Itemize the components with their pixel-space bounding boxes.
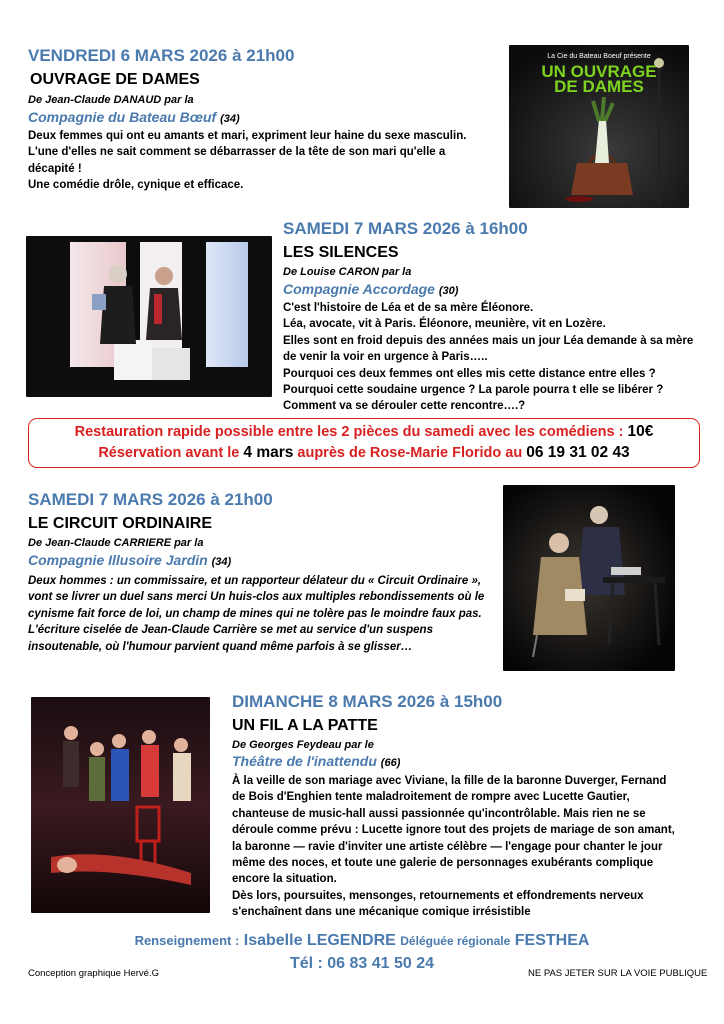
event2-desc-line: Comment va se dérouler cette rencontre….? [283,400,526,413]
event2-desc-line: Elles sont en froid depuis des années mais un jour Léa demande à sa mère [283,334,694,347]
event2-desc-line: Pourquoi ces deux femmes ont elles mis cette distance entre elles ? [283,367,656,380]
event2-date: SAMEDI 7 MARS 2026 à 16h00 [283,219,528,238]
event4-desc-line: de Bois d'Enghien tente maladroitement de rompre avec Lucette Gautier, [232,791,630,804]
event3-title: LE CIRCUIT ORDINAIRE [28,515,212,532]
info-line [0,932,724,950]
event1-desc-line: Deux femmes qui ont eu amants et mari, expriment leur haine du sexe masculin. [28,130,467,142]
event1-desc-line: décapité ! [28,162,82,175]
event3-desc-line: Deux hommes : un commissaire, et un rapporteur délateur du « Circuit Ordinaire », [28,575,482,587]
event1-author: De Jean-Claude DANAUD par la [28,94,194,106]
reservation-text: Réservation avant le [98,445,240,461]
event3-photo [503,485,675,671]
event4-desc-line: encore la situation. [232,873,337,886]
contact-name: Isabelle LEGENDRE [243,932,396,949]
event4-desc-line: déroule comme prévu : Lucette ignore tout des projets de mariage de son amant, [232,824,675,837]
event4-photo [31,697,210,913]
event3-desc-line: vont se livrer un duel sans merci Un huis-clos aux multiples rebondissements où le [28,591,485,604]
event4-company [232,753,400,769]
event1-dept: (34) [220,113,240,125]
event3-description [28,573,500,655]
poster-title-line2: DE DAMES [554,77,644,96]
event2-title: LES SILENCES [283,244,399,261]
event3-desc-line: L'écriture ciselée de Jean-Claude Carrière se met au service d'un suspens [28,624,433,637]
event2-photo [26,236,272,397]
disposal-notice: NE PAS JETER SUR LA VOIE PUBLIQUE [528,968,708,979]
event4-dept: (66) [380,757,401,769]
poster-top-line: La Cie du Bateau Boeuf présente [547,53,651,60]
event1-company [28,109,240,125]
reservation-contact: auprès de Rose-Marie Florido au [297,445,523,461]
restauration-line2 [29,444,699,462]
event1-description [28,128,498,194]
event4-desc-line: même des noces, et toute une galerie de personnages exubérants complique [232,857,654,870]
org-name: FESTHEA [514,932,590,949]
event4-desc-line: s'enchaînent dans une mécanique comique irrésistible [232,906,531,919]
event2-desc-line: Léa, avocate, vit à Paris. Éléonore, meunière, vit en Lozère. [283,318,606,331]
event4-desc-line: la baronne — ravie d'inviter une artiste célèbre — l'engage pour chanter le jour [232,840,663,853]
event2-company [283,281,458,297]
event2-company-name: Compagnie Accordage [283,281,435,297]
contact-role: Déléguée régionale [400,934,511,948]
event2-desc-line: C'est l'histoire de Léa et de sa mère Éléonore. [283,302,534,314]
event3-company-name: Compagnie Illusoire Jardin [28,552,208,568]
event4-description [232,773,708,921]
event2-dept: (30) [438,285,459,297]
event2-desc-line: de venir la voir en urgence à Paris….. [283,351,488,364]
event3-dept: (34) [211,556,232,568]
event1-desc-line: Une comédie drôle, cynique et efficace. [28,179,244,192]
event1-date: VENDREDI 6 MARS 2026 à 21h00 [28,46,295,65]
restauration-price: 10€ [627,423,654,440]
event3-author: De Jean-Claude CARRIERE par la [28,537,204,549]
event4-desc-line: chanteuse de music-hall aussi passionnée qu'incontrôlable. Mais rien ne se [232,807,646,820]
info-label: Renseignement : [134,933,240,948]
event2-author: De Louise CARON par la [283,266,412,278]
contact-phone: Tél : 06 83 41 50 24 [289,955,435,972]
reservation-date: 4 mars [243,444,294,461]
event2-desc-line: Pourquoi cette soudaine urgence ? La parole pourra t elle se libérer ? [283,384,664,397]
event3-desc-line: cynisme fait force de loi, un champ de mines qui ne tolère pas le moindre faux pas. [28,607,482,620]
event2-description [283,300,703,415]
event1-poster [509,45,689,208]
reservation-phone: 06 19 31 02 43 [526,444,630,461]
restauration-text: Restauration rapide possible entre les 2 pièces du samedi avec les comédiens : [74,424,624,440]
event3-company [28,552,231,568]
event1-company-name: Compagnie du Bateau Bœuf [28,109,217,125]
event4-author: De Georges Feydeau par le [232,739,374,751]
event4-title: UN FIL A LA PATTE [232,717,378,734]
restauration-line1 [29,423,699,441]
poster-title-line1: UN OUVRAGE [541,62,657,81]
event1-desc-line: L'une d'elles ne sait comment se débarrasser de la tête de son mari qu'elle a [28,146,446,159]
event4-date: DIMANCHE 8 MARS 2026 à 15h00 [232,692,503,711]
event4-company-name: Théâtre de l'inattendu [232,753,377,769]
event3-date: SAMEDI 7 MARS 2026 à 21h00 [28,490,273,509]
design-credit: Conception graphique Hervé.G [28,968,159,979]
restauration-notice [28,418,700,468]
event4-desc-line: Dès lors, poursuites, mensonges, retournements et effondrements nerveux [232,889,644,902]
event3-desc-line: insoutenable, où l'humour parvient quand même parfois à se glisser… [28,640,413,653]
event4-desc-line: À la veille de son mariage avec Viviane, la fille de la baronne Duverger, Fernand [232,775,667,787]
event1-title: OUVRAGE DE DAMES [30,71,200,88]
